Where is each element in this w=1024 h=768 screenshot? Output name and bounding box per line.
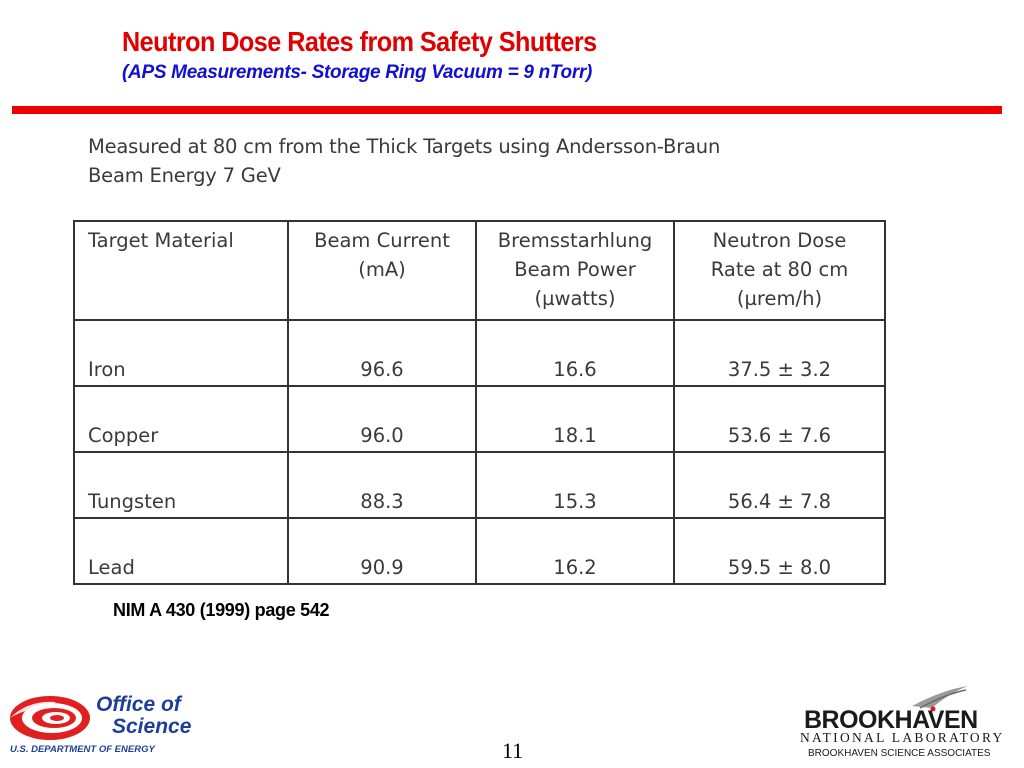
table-header-row: [74, 221, 885, 320]
doe-swirl-logo-icon: [8, 692, 96, 744]
header-line: (µrem/h): [736, 287, 823, 310]
page-number: 11: [502, 738, 524, 763]
cell-dose-rate: 53.6 ± 7.6: [674, 386, 885, 452]
cell-beam-power: 18.1: [476, 386, 674, 452]
cell-beam-power: 15.3: [476, 452, 674, 518]
beam-energy-text: Beam Energy 7 GeV: [88, 164, 281, 187]
header-neutron-dose-rate: [674, 221, 885, 320]
header-line: Beam Current: [314, 229, 450, 252]
cell-material: Lead: [74, 518, 288, 584]
cell-beam-power: 16.6: [476, 320, 674, 386]
cell-material: Tungsten: [74, 452, 288, 518]
header-line: (µwatts): [534, 287, 616, 310]
header-line: Target Material: [88, 229, 234, 252]
table-row: [74, 452, 885, 518]
office-of-text: Office of: [96, 693, 181, 716]
cell-material: Copper: [74, 386, 288, 452]
cell-beam-current: 96.0: [288, 386, 476, 452]
header-line: Beam Power: [514, 258, 636, 281]
measurement-location-text: Measured at 80 cm from the Thick Targets using Andersson-Braun: [88, 135, 721, 158]
brookhaven-wordmark: BROOKHAVEN: [804, 706, 978, 734]
office-of-science-logo: [8, 692, 218, 758]
header-line: Neutron Dose: [712, 229, 847, 252]
cell-beam-power: 16.2: [476, 518, 674, 584]
national-laboratory-text: NATIONAL LABORATORY: [800, 730, 1005, 745]
citation-reference: NIM A 430 (1999) page 542: [113, 600, 330, 620]
dose-rate-table: [73, 220, 886, 585]
slide-title: Neutron Dose Rates from Safety Shutters: [122, 26, 597, 57]
table-row: [74, 320, 885, 386]
table-row: [74, 386, 885, 452]
cell-beam-current: 90.9: [288, 518, 476, 584]
table-row: [74, 518, 885, 584]
header-line: Rate at 80 cm: [710, 258, 849, 281]
brookhaven-logo: [792, 684, 1014, 764]
header-line: (mA): [358, 258, 406, 281]
science-associates-text: BROOKHAVEN SCIENCE ASSOCIATES: [808, 748, 991, 759]
header-beam-current: [288, 221, 476, 320]
measurement-description: [88, 132, 720, 190]
science-text: Science: [112, 715, 192, 738]
department-of-energy-text: U.S. DEPARTMENT OF ENERGY: [10, 744, 155, 755]
header-target-material: [74, 221, 288, 320]
cell-beam-current: 88.3: [288, 452, 476, 518]
slide-subtitle: (APS Measurements- Storage Ring Vacuum = 9 nTorr): [122, 62, 593, 83]
title-divider: [12, 106, 1002, 114]
cell-material: Iron: [74, 320, 288, 386]
cell-dose-rate: 59.5 ± 8.0: [674, 518, 885, 584]
cell-dose-rate: 56.4 ± 7.8: [674, 452, 885, 518]
header-beam-power: [476, 221, 674, 320]
cell-dose-rate: 37.5 ± 3.2: [674, 320, 885, 386]
header-line: Bremsstarhlung: [497, 229, 653, 252]
cell-beam-current: 96.6: [288, 320, 476, 386]
